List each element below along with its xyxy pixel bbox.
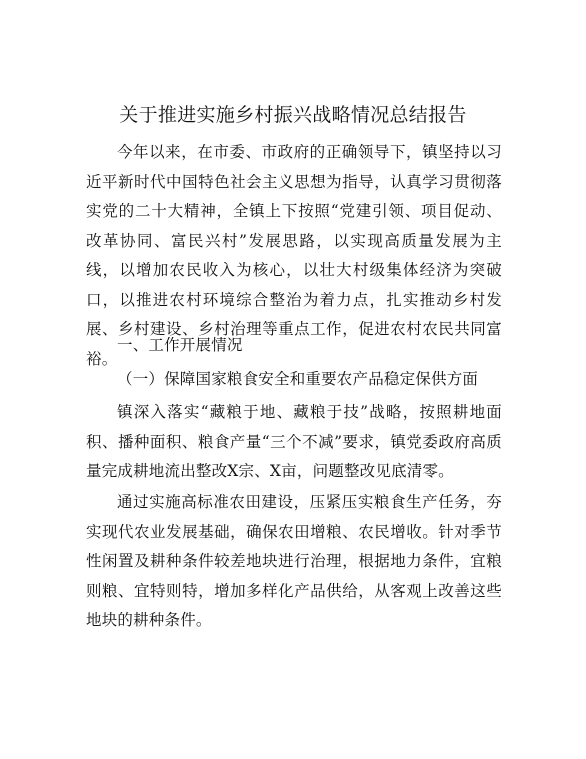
body-paragraph-3: 通过实施高标准农田建设，压紧压实粮食生产任务，夯实现代农业发展基础，确保农田增粮、农民增收。针对季节性闲置及耕种条件较差地块进行治理，根据地力条件，宜粮则粮、宜特则特，增加多样化产品供给，从客观上改善这些地块的耕种条件。 [86,493,502,629]
section-heading: 一、工作开展情况 [117,336,243,354]
body-paragraph-2: 镇深入落实“藏粮于地、藏粮于技”战略，按照耕地面积、播种面积、粮食产量“三个不减”要求，镇党委政府高质量完成耕地流出整改X宗、X亩，问题整改见底清零。 [86,403,502,480]
document-title: 关于推进实施乡村振兴战略情况总结报告 [119,104,467,126]
intro-paragraph: 今年以来，在市委、市政府的正确领导下，镇坚持以习近平新时代中国特色社会主义思想为指导，认真学习贯彻落实党的二十大精神，全镇上下按照“党建引领、项目促动、改革协同、富民兴村”发展思路，以实现高质量发展为主线，以增加农民收入为核心，以壮大村级集体经济为突破口，以推进农村环境综合整治为着力点，扎实推动乡村发展、乡村建设、乡村治理等重点工作，促进农村农民共同富裕。 [86,143,502,368]
subsection-heading: （一）保障国家粮食安全和重要农产品稳定保供方面 [117,370,479,388]
